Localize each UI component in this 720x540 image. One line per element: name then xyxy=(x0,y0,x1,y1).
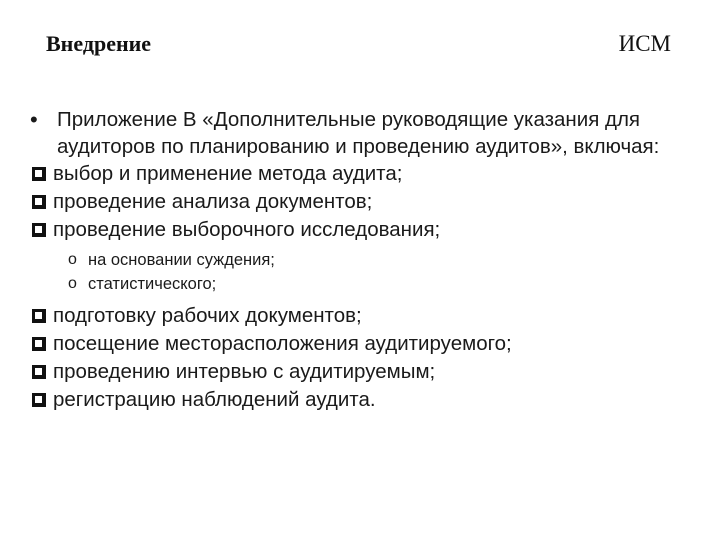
list-item-text: проведение выборочного исследования; xyxy=(53,218,441,241)
checkbox-bullet-icon xyxy=(32,309,46,323)
list-item xyxy=(30,216,700,244)
list-item-text: проведение анализа документов; xyxy=(53,190,373,213)
list-item-text: подготовку рабочих документов; xyxy=(53,304,362,327)
sub-list-item xyxy=(68,272,700,296)
list-item-text: проведению интервью с аудитируемым; xyxy=(53,360,436,383)
list-item xyxy=(30,188,700,216)
checkbox-bullet-icon xyxy=(32,223,46,237)
sub-list-item xyxy=(68,248,700,272)
sub-list-item-text: на основании суждения; xyxy=(88,251,275,269)
checkbox-bullet-icon xyxy=(32,337,46,351)
list-item xyxy=(30,386,700,414)
header-right-title: ИСМ xyxy=(618,31,671,56)
slide-content xyxy=(30,106,700,414)
list-item-text: выбор и применение метода аудита; xyxy=(53,162,403,185)
checkbox-bullet-icon xyxy=(32,393,46,407)
list-item xyxy=(30,330,700,358)
list-item-text: регистрацию наблюдений аудита. xyxy=(53,388,376,411)
circle-bullet-icon: o xyxy=(68,251,77,268)
list-item xyxy=(30,160,700,188)
sub-list xyxy=(68,248,700,296)
intro-paragraph xyxy=(30,106,700,160)
circle-bullet-icon: o xyxy=(68,275,77,292)
list-item-text: посещение месторасположения аудитируемого; xyxy=(53,332,512,355)
checkbox-bullet-icon xyxy=(32,167,46,181)
list-item xyxy=(30,302,700,330)
intro-text: Приложение В «Дополнительные руководящие указания для аудиторов по планированию и проведению аудитов», включая: xyxy=(57,108,660,158)
header-left-title: Внедрение xyxy=(46,31,152,56)
bullet-dot-icon: • xyxy=(30,107,38,132)
sub-list-item-text: статистического; xyxy=(88,275,217,293)
list-item xyxy=(30,358,700,386)
checkbox-bullet-icon xyxy=(32,195,46,209)
checkbox-bullet-icon xyxy=(32,365,46,379)
